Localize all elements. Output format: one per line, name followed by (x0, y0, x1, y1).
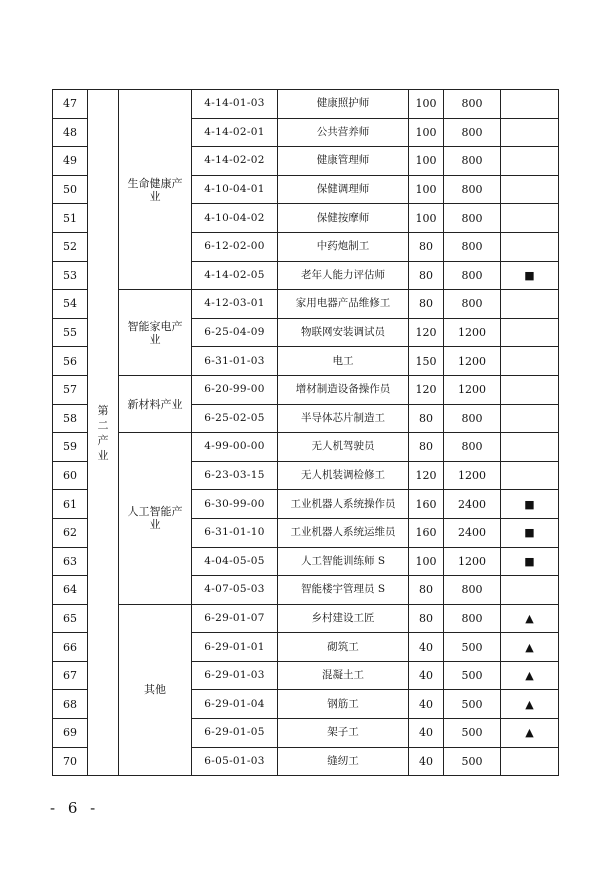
row-number: 64 (53, 576, 88, 605)
row-mark (501, 461, 559, 490)
occupation-code: 6-25-02-05 (192, 404, 278, 433)
occupation-name: 物联网安装调试员 (278, 318, 409, 347)
training-hours: 120 (409, 375, 444, 404)
subsidy-amount: 1200 (444, 347, 501, 376)
row-number: 65 (53, 604, 88, 633)
occupation-code: 6-23-03-15 (192, 461, 278, 490)
table-row (53, 375, 559, 404)
subsidy-amount: 800 (444, 261, 501, 290)
occupation-name: 混凝土工 (278, 661, 409, 690)
training-hours: 100 (409, 547, 444, 576)
row-number: 50 (53, 175, 88, 204)
occupation-code: 6-29-01-03 (192, 661, 278, 690)
occupation-name: 缝纫工 (278, 747, 409, 776)
row-number: 48 (53, 118, 88, 147)
occupation-name: 工业机器人系统操作员 (278, 490, 409, 519)
occupation-code: 4-14-02-01 (192, 118, 278, 147)
training-hours: 100 (409, 118, 444, 147)
occupation-code: 6-30-99-00 (192, 490, 278, 519)
row-mark (501, 232, 559, 261)
occupation-name: 公共营养师 (278, 118, 409, 147)
training-hours: 80 (409, 604, 444, 633)
row-mark: ▲ (501, 661, 559, 690)
subsidy-amount: 1200 (444, 461, 501, 490)
row-number: 54 (53, 290, 88, 319)
row-mark: ▲ (501, 604, 559, 633)
occupation-code: 4-12-03-01 (192, 290, 278, 319)
occupation-name: 半导体芯片制造工 (278, 404, 409, 433)
occupation-code: 4-99-00-00 (192, 433, 278, 462)
occupation-name: 乡村建设工匠 (278, 604, 409, 633)
industry-cell: 新材料产业 (119, 375, 192, 432)
occupation-name: 无人机驾驶员 (278, 433, 409, 462)
occupation-code: 4-14-02-05 (192, 261, 278, 290)
row-number: 47 (53, 90, 88, 119)
industry-cell: 人工智能产业 (119, 433, 192, 605)
occupation-name: 电工 (278, 347, 409, 376)
subsidy-amount: 800 (444, 404, 501, 433)
row-number: 70 (53, 747, 88, 776)
subsidy-amount: 800 (444, 290, 501, 319)
row-number: 53 (53, 261, 88, 290)
training-hours: 80 (409, 433, 444, 462)
occupation-code: 4-10-04-01 (192, 175, 278, 204)
training-hours: 40 (409, 633, 444, 662)
table-row (53, 290, 559, 319)
row-mark (501, 576, 559, 605)
training-hours: 40 (409, 661, 444, 690)
row-mark (501, 147, 559, 176)
row-mark (501, 347, 559, 376)
occupation-name: 钢筋工 (278, 690, 409, 719)
row-mark: ■ (501, 547, 559, 576)
row-number: 61 (53, 490, 88, 519)
occupation-name: 工业机器人系统运维员 (278, 518, 409, 547)
subsidy-amount: 800 (444, 604, 501, 633)
row-mark (501, 404, 559, 433)
row-number: 63 (53, 547, 88, 576)
industry-cell: 智能家电产业 (119, 290, 192, 376)
occupation-code: 4-07-05-03 (192, 576, 278, 605)
subsidy-amount: 500 (444, 719, 501, 748)
row-number: 52 (53, 232, 88, 261)
training-hours: 80 (409, 261, 444, 290)
sector-cell (88, 90, 119, 776)
training-hours: 100 (409, 90, 444, 119)
subsidy-amount: 1200 (444, 547, 501, 576)
subsidy-amount: 1200 (444, 318, 501, 347)
row-mark: ■ (501, 261, 559, 290)
row-number: 57 (53, 375, 88, 404)
occupation-name: 保健调理师 (278, 175, 409, 204)
row-mark (501, 175, 559, 204)
row-mark (501, 290, 559, 319)
occupation-name: 砌筑工 (278, 633, 409, 662)
occupation-code: 6-25-04-09 (192, 318, 278, 347)
occupation-code: 6-12-02-00 (192, 232, 278, 261)
row-number: 59 (53, 433, 88, 462)
subsidy-amount: 800 (444, 147, 501, 176)
table-row (53, 90, 559, 119)
row-number: 67 (53, 661, 88, 690)
training-hours: 80 (409, 290, 444, 319)
sector-label: 第二产业 (97, 403, 109, 462)
row-number: 58 (53, 404, 88, 433)
training-hours: 100 (409, 204, 444, 233)
occupation-code: 6-20-99-00 (192, 375, 278, 404)
job-subsidy-table (52, 89, 559, 776)
training-hours: 80 (409, 232, 444, 261)
training-hours: 40 (409, 747, 444, 776)
row-mark: ▲ (501, 690, 559, 719)
occupation-name: 增材制造设备操作员 (278, 375, 409, 404)
subsidy-amount: 500 (444, 661, 501, 690)
row-number: 49 (53, 147, 88, 176)
row-number: 68 (53, 690, 88, 719)
row-number: 69 (53, 719, 88, 748)
occupation-code: 6-29-01-01 (192, 633, 278, 662)
row-number: 51 (53, 204, 88, 233)
occupation-code: 6-31-01-10 (192, 518, 278, 547)
occupation-name: 架子工 (278, 719, 409, 748)
row-number: 56 (53, 347, 88, 376)
row-mark (501, 747, 559, 776)
subsidy-amount: 800 (444, 118, 501, 147)
occupation-name: 中药炮制工 (278, 232, 409, 261)
table-row (53, 604, 559, 633)
training-hours: 100 (409, 147, 444, 176)
subsidy-amount: 2400 (444, 490, 501, 519)
subsidy-amount: 800 (444, 175, 501, 204)
occupation-code: 4-14-01-03 (192, 90, 278, 119)
row-mark: ▲ (501, 719, 559, 748)
row-mark: ▲ (501, 633, 559, 662)
occupation-code: 4-14-02-02 (192, 147, 278, 176)
training-hours: 120 (409, 461, 444, 490)
occupation-code: 6-29-01-05 (192, 719, 278, 748)
occupation-code: 6-05-01-03 (192, 747, 278, 776)
training-hours: 40 (409, 719, 444, 748)
row-mark (501, 204, 559, 233)
row-mark (501, 118, 559, 147)
occupation-name: 健康照护师 (278, 90, 409, 119)
training-hours: 160 (409, 518, 444, 547)
subsidy-amount: 800 (444, 90, 501, 119)
subsidy-amount: 800 (444, 433, 501, 462)
table-body (53, 90, 559, 776)
row-mark (501, 90, 559, 119)
row-mark: ■ (501, 518, 559, 547)
table-row (53, 433, 559, 462)
occupation-name: 保健按摩师 (278, 204, 409, 233)
subsidy-amount: 500 (444, 690, 501, 719)
occupation-name: 智能楼宇管理员 S (278, 576, 409, 605)
row-number: 55 (53, 318, 88, 347)
occupation-code: 6-29-01-07 (192, 604, 278, 633)
row-number: 66 (53, 633, 88, 662)
subsidy-amount: 800 (444, 204, 501, 233)
industry-cell: 其他 (119, 604, 192, 776)
occupation-name: 老年人能力评估师 (278, 261, 409, 290)
occupation-name: 人工智能训练师 S (278, 547, 409, 576)
page-number: - 6 - (50, 799, 100, 817)
training-hours: 100 (409, 175, 444, 204)
training-hours: 150 (409, 347, 444, 376)
row-number: 62 (53, 518, 88, 547)
training-hours: 40 (409, 690, 444, 719)
row-number: 60 (53, 461, 88, 490)
occupation-name: 健康管理师 (278, 147, 409, 176)
training-hours: 160 (409, 490, 444, 519)
subsidy-amount: 1200 (444, 375, 501, 404)
row-mark (501, 433, 559, 462)
training-hours: 120 (409, 318, 444, 347)
subsidy-amount: 2400 (444, 518, 501, 547)
row-mark: ■ (501, 490, 559, 519)
occupation-name: 无人机装调检修工 (278, 461, 409, 490)
occupation-name: 家用电器产品维修工 (278, 290, 409, 319)
training-hours: 80 (409, 404, 444, 433)
row-mark (501, 375, 559, 404)
subsidy-amount: 800 (444, 576, 501, 605)
subsidy-amount: 500 (444, 633, 501, 662)
subsidy-amount: 800 (444, 232, 501, 261)
occupation-code: 4-04-05-05 (192, 547, 278, 576)
training-hours: 80 (409, 576, 444, 605)
occupation-code: 4-10-04-02 (192, 204, 278, 233)
occupation-code: 6-29-01-04 (192, 690, 278, 719)
subsidy-amount: 500 (444, 747, 501, 776)
row-mark (501, 318, 559, 347)
occupation-code: 6-31-01-03 (192, 347, 278, 376)
industry-cell: 生命健康产业 (119, 90, 192, 290)
